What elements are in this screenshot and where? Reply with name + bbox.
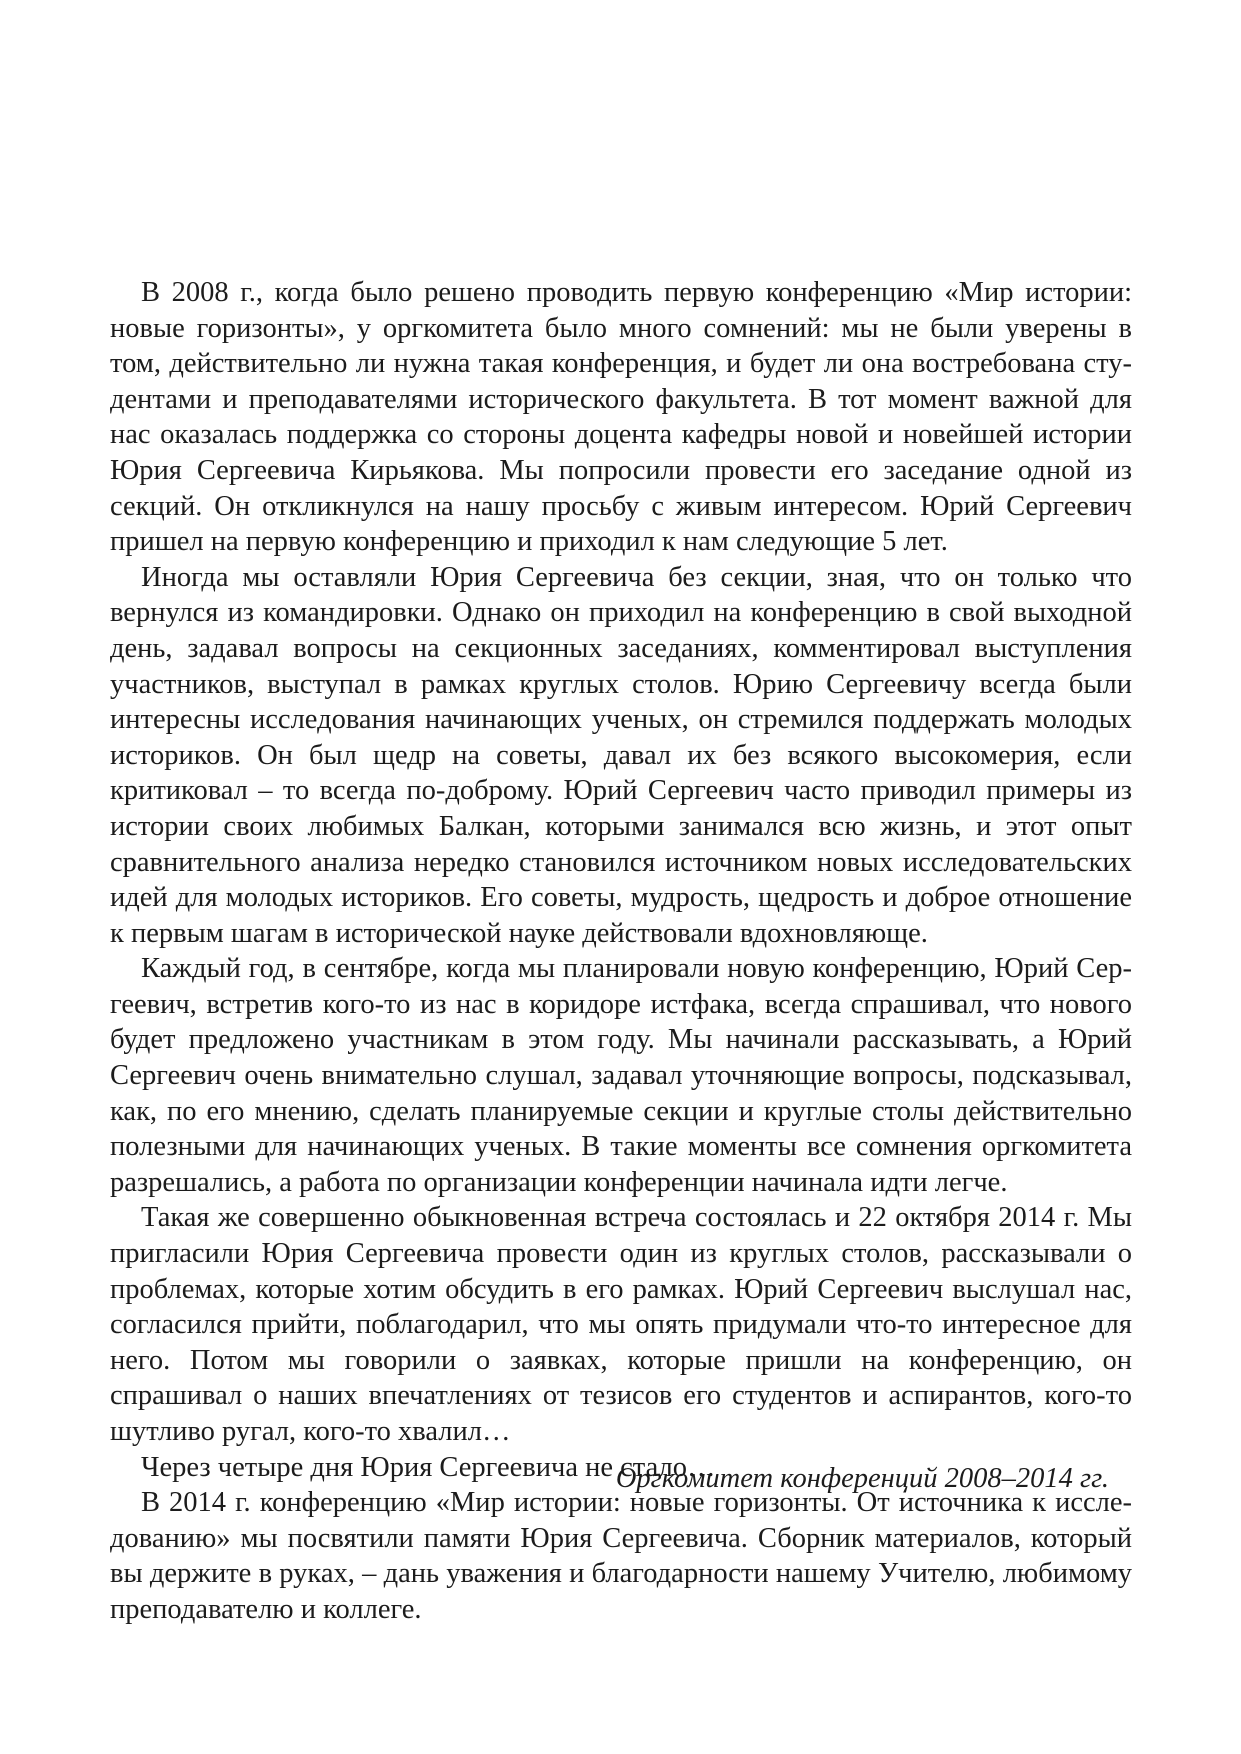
paragraph-3: Каждый год, в сентябре, когда мы планировали новую конференцию, Юрий Сергеевич, встретив кого-то из нас в коридоре истфака, всегда спрашивал, что нового будет предложено участникам в этом году. Мы начинали рассказывать, а Юрий Сергеевич очень внимательно слушал, задавал уточняющие вопросы, подсказывал, как, по его мнению, сделать планируемые секции и круглые столы действительно полезными для начинающих ученых. В такие моменты все сомнения оргкомитета разрешались, а работа по организации конференции начинала идти легче.: [110, 953, 1132, 1198]
paragraph-4: Такая же совершенно обыкновенная встреча состоялась и 22 октября 2014 г. Мы пригласили Юрия Сергеевича провести один из круглых столов, рассказывали о проблемах, которые хотим обсудить в его рамках. Юрий Сергеевич выслушал нас, согласился прийти, поблагодарил, что мы опять придумали что-то интересное для него. Потом мы говорили о заявках, которые пришли на конференцию, он спрашивал о наших впечатлениях от тезисов его студентов и аспирантов, кого-то шутливо ругал, кого-то хвалил…: [110, 1202, 1132, 1447]
paragraph-5: Через четыре дня Юрия Сергеевича не стало…: [141, 1451, 716, 1483]
signature: Оргкомитет конференций 2008–2014 гг.: [615, 1463, 1109, 1494]
paragraph-2: Иногда мы оставляли Юрия Сергеевича без секции, зная, что он только что вернулся из командировки. Однако он приходил на конференцию в свой выходной день, задавал вопросы на секционных заседаниях, комментировал выступления участников, выступал в рамках круглых столов. Юрию Сергеевичу всегда были интересны исследования начинающих ученых, он стремился поддержать молодых историков. Он был щедр на советы, давал их без всякого высокомерия, если критиковал – то всегда по-доброму. Юрий Сергеевич часто приводил примеры из истории своих любимых Балкан, которыми занимался всю жизнь, и этот опыт сравнительного анализа нередко становился источником новых исследовательских идей для молодых историков. Его советы, мудрость, щедрость и доброе отношение к первым шагам в исторической науке действовали вдохновляюще.: [110, 561, 1132, 949]
paragraph-1: В 2008 г., когда было решено проводить первую конференцию «Мир истории: новые горизонты», у оргкомитета было много сомнений: мы не были уверены в том, действительно ли нужна такая конференция, и будет ли она востребована студентами и преподавателями исторического факультета. В тот момент важной для нас оказалась поддержка со стороны доцента кафедры новой и новейшей истории Юрия Сергеевича Кирьякова. Мы попросили провести его заседание одной из секций. Он откликнулся на нашу просьбу с живым интересом. Юрий Сергеевич пришел на первую конференцию и приходил к нам следующие 5 лет.: [110, 277, 1132, 558]
body-text: [110, 275, 1132, 1628]
paragraph-6: В 2014 г. конференцию «Мир истории: новые горизонты. От источника к исследованию» мы посвятили памяти Юрия Сергеевича. Сборник материалов, который вы держите в руках, – дань уважения и благодарности нашему Учителю, любимому преподавателю и коллеге.: [110, 1487, 1132, 1625]
